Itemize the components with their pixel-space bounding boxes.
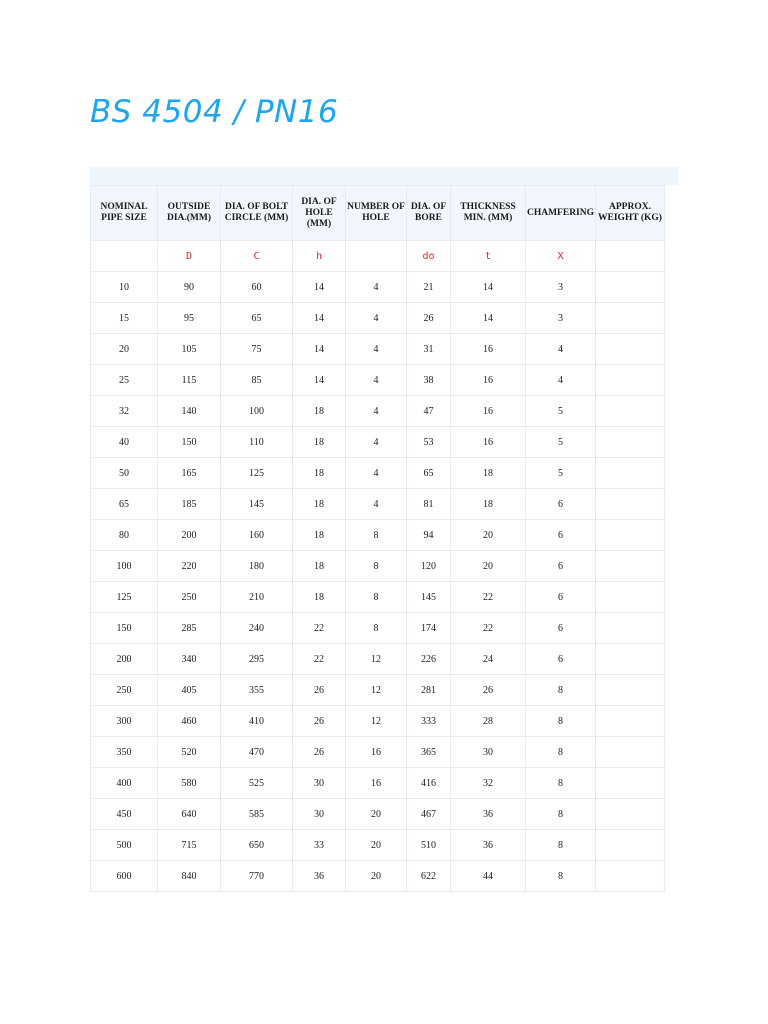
table-cell: 405 <box>158 675 221 706</box>
table-row <box>91 520 665 551</box>
table-cell: 5 <box>526 458 596 489</box>
table-cell: 21 <box>407 272 451 303</box>
symbol-cell: t <box>451 241 526 272</box>
table-cell: 5 <box>526 427 596 458</box>
symbol-cell: C <box>221 241 293 272</box>
table-cell: 22 <box>451 613 526 644</box>
table-cell: 20 <box>91 334 158 365</box>
table-cell: 14 <box>293 303 346 334</box>
table-cell: 115 <box>158 365 221 396</box>
table-cell: 200 <box>158 520 221 551</box>
table-cell: 36 <box>293 861 346 892</box>
table-cell: 18 <box>293 582 346 613</box>
table-cell: 16 <box>451 334 526 365</box>
table-cell: 18 <box>451 458 526 489</box>
table-cell <box>596 644 665 675</box>
table-cell: 4 <box>346 458 407 489</box>
table-cell: 5 <box>526 396 596 427</box>
table-cell: 226 <box>407 644 451 675</box>
table-cell: 30 <box>293 799 346 830</box>
table-cell <box>596 458 665 489</box>
table-cell: 8 <box>346 582 407 613</box>
table-cell: 16 <box>346 768 407 799</box>
table-cell: 125 <box>91 582 158 613</box>
page-title: BS 4504 / PN16 <box>90 94 339 130</box>
table-cell: 85 <box>221 365 293 396</box>
table-cell: 100 <box>91 551 158 582</box>
table-cell <box>596 737 665 768</box>
table-cell: 8 <box>526 706 596 737</box>
table-cell: 65 <box>91 489 158 520</box>
table-cell: 250 <box>91 675 158 706</box>
table-cell: 6 <box>526 520 596 551</box>
table-cell: 10 <box>91 272 158 303</box>
table-cell: 90 <box>158 272 221 303</box>
table-cell: 50 <box>91 458 158 489</box>
table-cell: 6 <box>526 613 596 644</box>
table-cell: 32 <box>91 396 158 427</box>
table-cell: 16 <box>451 365 526 396</box>
table-cell: 28 <box>451 706 526 737</box>
table-cell: 500 <box>91 830 158 861</box>
table-cell: 840 <box>158 861 221 892</box>
table-cell <box>596 613 665 644</box>
table-row <box>91 272 665 303</box>
table-row <box>91 582 665 613</box>
table-cell <box>596 365 665 396</box>
table-cell: 95 <box>158 303 221 334</box>
table-row <box>91 489 665 520</box>
table-cell: 18 <box>293 396 346 427</box>
table-cell: 520 <box>158 737 221 768</box>
table-cell: 8 <box>526 861 596 892</box>
column-header: DIA. OF BOLT CIRCLE (MM) <box>221 186 293 241</box>
column-header: CHAMFERING <box>526 186 596 241</box>
table-cell: 15 <box>91 303 158 334</box>
table-row <box>91 303 665 334</box>
table-cell: 125 <box>221 458 293 489</box>
table-row <box>91 427 665 458</box>
table-cell: 22 <box>451 582 526 613</box>
table-cell: 250 <box>158 582 221 613</box>
table-cell: 6 <box>526 582 596 613</box>
symbol-cell: D <box>158 241 221 272</box>
table-cell: 75 <box>221 334 293 365</box>
table-cell: 600 <box>91 861 158 892</box>
table-cell: 416 <box>407 768 451 799</box>
table-cell: 30 <box>293 768 346 799</box>
table-cell <box>596 272 665 303</box>
table-cell: 8 <box>526 830 596 861</box>
table-cell: 160 <box>221 520 293 551</box>
table-cell: 18 <box>293 489 346 520</box>
table-row <box>91 706 665 737</box>
table-cell: 14 <box>293 365 346 396</box>
table-cell: 38 <box>407 365 451 396</box>
table-cell: 12 <box>346 675 407 706</box>
table-cell <box>596 520 665 551</box>
table-cell: 8 <box>526 768 596 799</box>
table-cell: 285 <box>158 613 221 644</box>
table-cell: 80 <box>91 520 158 551</box>
table-cell: 174 <box>407 613 451 644</box>
table-cell: 365 <box>407 737 451 768</box>
table-cell: 26 <box>293 706 346 737</box>
table-cell: 8 <box>526 737 596 768</box>
table-cell: 4 <box>346 334 407 365</box>
table-cell: 53 <box>407 427 451 458</box>
table-cell: 65 <box>407 458 451 489</box>
table-cell: 18 <box>293 458 346 489</box>
table-cell: 14 <box>293 272 346 303</box>
column-header: THICKNESS MIN. (MM) <box>451 186 526 241</box>
table-cell: 150 <box>158 427 221 458</box>
table-cell: 145 <box>407 582 451 613</box>
table-cell: 26 <box>293 675 346 706</box>
table-cell: 14 <box>451 303 526 334</box>
table-row <box>91 861 665 892</box>
flange-spec-table <box>90 185 665 892</box>
table-cell: 26 <box>451 675 526 706</box>
table-cell: 14 <box>293 334 346 365</box>
table-cell: 36 <box>451 830 526 861</box>
table-cell: 40 <box>91 427 158 458</box>
symbol-cell: h <box>293 241 346 272</box>
table-row <box>91 365 665 396</box>
table-cell: 81 <box>407 489 451 520</box>
table-cell: 4 <box>346 365 407 396</box>
table-cell: 4 <box>346 272 407 303</box>
table-cell: 467 <box>407 799 451 830</box>
table-cell <box>596 861 665 892</box>
symbol-cell: X <box>526 241 596 272</box>
column-header: DIA. OF HOLE (MM) <box>293 186 346 241</box>
table-cell: 3 <box>526 272 596 303</box>
table-cell: 44 <box>451 861 526 892</box>
table-cell: 36 <box>451 799 526 830</box>
table-cell: 12 <box>346 706 407 737</box>
table-cell: 20 <box>346 799 407 830</box>
table-cell: 145 <box>221 489 293 520</box>
table-cell: 47 <box>407 396 451 427</box>
table-cell: 32 <box>451 768 526 799</box>
table-cell <box>596 675 665 706</box>
table-cell: 8 <box>526 799 596 830</box>
table-cell <box>596 489 665 520</box>
table-cell: 100 <box>221 396 293 427</box>
table-cell: 150 <box>91 613 158 644</box>
table-cell: 26 <box>293 737 346 768</box>
table-cell <box>596 768 665 799</box>
table-cell: 16 <box>451 427 526 458</box>
table-cell: 110 <box>221 427 293 458</box>
table-cell: 180 <box>221 551 293 582</box>
table-cell: 24 <box>451 644 526 675</box>
table-cell: 333 <box>407 706 451 737</box>
table-cell: 18 <box>451 489 526 520</box>
table-cell: 25 <box>91 365 158 396</box>
table-cell <box>596 799 665 830</box>
table-cell: 105 <box>158 334 221 365</box>
table-top-band <box>90 167 678 185</box>
table-cell: 622 <box>407 861 451 892</box>
table-cell: 12 <box>346 644 407 675</box>
table-cell: 20 <box>346 861 407 892</box>
table-cell: 6 <box>526 489 596 520</box>
table-cell: 8 <box>346 613 407 644</box>
table-cell: 510 <box>407 830 451 861</box>
table-cell: 140 <box>158 396 221 427</box>
table-cell: 22 <box>293 644 346 675</box>
table-cell: 4 <box>346 427 407 458</box>
table-cell: 650 <box>221 830 293 861</box>
table-cell: 60 <box>221 272 293 303</box>
table-cell: 8 <box>346 520 407 551</box>
table-cell: 770 <box>221 861 293 892</box>
column-header: NUMBER OF HOLE <box>346 186 407 241</box>
table-cell: 22 <box>293 613 346 644</box>
table-cell: 16 <box>451 396 526 427</box>
table-row <box>91 458 665 489</box>
table-cell: 300 <box>91 706 158 737</box>
table-cell: 165 <box>158 458 221 489</box>
table-cell: 585 <box>221 799 293 830</box>
table-row <box>91 675 665 706</box>
table-cell: 26 <box>407 303 451 334</box>
table-cell: 580 <box>158 768 221 799</box>
table-row <box>91 737 665 768</box>
table-cell: 20 <box>451 520 526 551</box>
column-header: DIA. OF BORE <box>407 186 451 241</box>
table-cell: 220 <box>158 551 221 582</box>
table-cell: 3 <box>526 303 596 334</box>
table-cell: 281 <box>407 675 451 706</box>
table-row <box>91 768 665 799</box>
table-cell: 6 <box>526 644 596 675</box>
table-symbol-row <box>91 241 665 272</box>
table-cell: 470 <box>221 737 293 768</box>
table-cell: 340 <box>158 644 221 675</box>
table-cell: 18 <box>293 551 346 582</box>
table-cell: 14 <box>451 272 526 303</box>
table-cell: 400 <box>91 768 158 799</box>
table-cell: 33 <box>293 830 346 861</box>
symbol-cell <box>346 241 407 272</box>
table-cell <box>596 396 665 427</box>
table-cell: 6 <box>526 551 596 582</box>
table-cell: 31 <box>407 334 451 365</box>
table-cell: 450 <box>91 799 158 830</box>
table-cell: 355 <box>221 675 293 706</box>
table-row <box>91 613 665 644</box>
table-cell: 240 <box>221 613 293 644</box>
table-cell: 65 <box>221 303 293 334</box>
table-cell: 20 <box>346 830 407 861</box>
table-row <box>91 830 665 861</box>
table-cell: 525 <box>221 768 293 799</box>
column-header: APPROX. WEIGHT (KG) <box>596 186 665 241</box>
table-cell: 4 <box>526 334 596 365</box>
symbol-cell <box>596 241 665 272</box>
table-cell <box>596 303 665 334</box>
table-row <box>91 396 665 427</box>
table-cell: 460 <box>158 706 221 737</box>
table-cell: 16 <box>346 737 407 768</box>
symbol-cell <box>91 241 158 272</box>
column-header: NOMINAL PIPE SIZE <box>91 186 158 241</box>
table-cell: 94 <box>407 520 451 551</box>
table-row <box>91 551 665 582</box>
table-row <box>91 644 665 675</box>
table-cell: 4 <box>346 396 407 427</box>
table-cell: 210 <box>221 582 293 613</box>
table-cell: 18 <box>293 427 346 458</box>
table-header-row <box>91 186 665 241</box>
table-cell: 4 <box>526 365 596 396</box>
table-cell: 20 <box>451 551 526 582</box>
column-header: OUTSIDE DIA.(MM) <box>158 186 221 241</box>
table-cell <box>596 551 665 582</box>
table-cell: 18 <box>293 520 346 551</box>
table-cell <box>596 334 665 365</box>
table-cell: 185 <box>158 489 221 520</box>
table-cell <box>596 582 665 613</box>
table-cell: 120 <box>407 551 451 582</box>
table-cell <box>596 427 665 458</box>
table-cell: 715 <box>158 830 221 861</box>
table-cell <box>596 706 665 737</box>
table-cell: 410 <box>221 706 293 737</box>
table-cell: 30 <box>451 737 526 768</box>
table-cell: 350 <box>91 737 158 768</box>
table-cell: 295 <box>221 644 293 675</box>
table-cell: 4 <box>346 489 407 520</box>
symbol-cell: do <box>407 241 451 272</box>
table-cell: 4 <box>346 303 407 334</box>
table-cell: 200 <box>91 644 158 675</box>
table-cell: 8 <box>346 551 407 582</box>
table-cell: 8 <box>526 675 596 706</box>
table-row <box>91 799 665 830</box>
table-cell <box>596 830 665 861</box>
table-cell: 640 <box>158 799 221 830</box>
table-row <box>91 334 665 365</box>
